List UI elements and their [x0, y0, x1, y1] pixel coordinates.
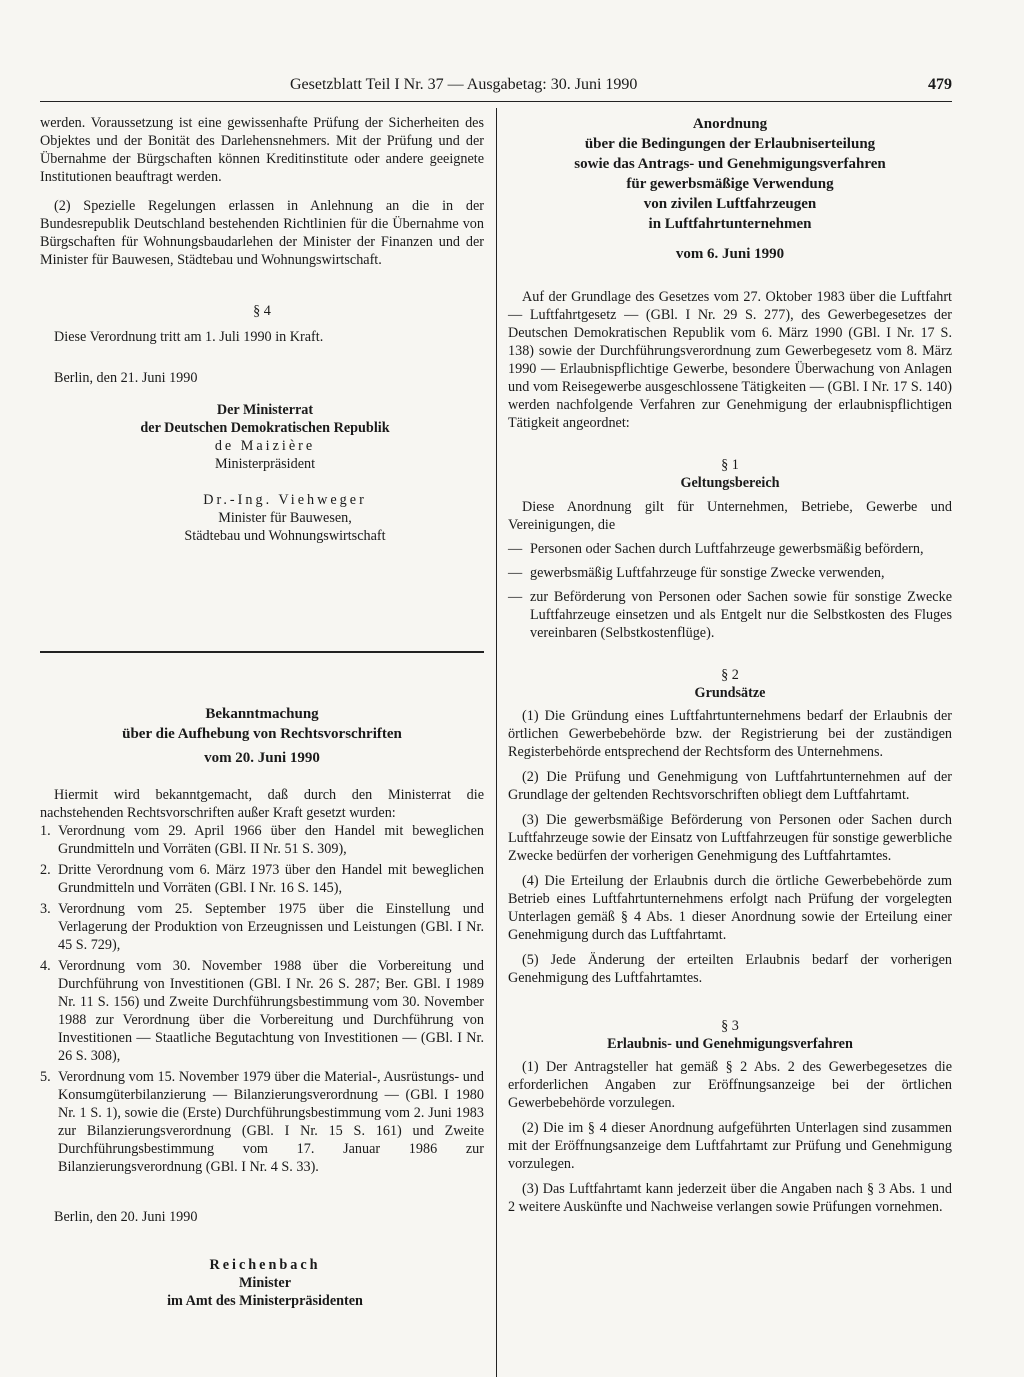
place-date: Berlin, den 21. Juni 1990 [54, 370, 198, 386]
header-rule [40, 101, 952, 102]
signer-role: Städtebau und Wohnungswirtschaft [184, 528, 386, 544]
list-item: — Personen oder Sachen durch Luftfahrzeuge gewerbsmäßig befördern, [508, 541, 924, 557]
preamble: Auf der Grundlage des Gesetzes vom 27. Oktober 1983 über die Luftfahrt — Luftfahrtgesetz — (GBl. I Nr. 29 S. 277), des Gewerbegesetzes der Deutschen Demokratischen Republik vom 6. März 1990 (GBl. I Nr. 17 S. 138) sowie der Durchführungsverordnung zum Gewerbegesetz vom 8. März 1990 — Erlaubnispflichtige Gewerbe, besondere Überwachung von Anlagen und vom Reisegewerbe ausgeschlossene Tätigkeiten — (GBl. I Nr. 17 S. 140) werden nachfolgende Verfahren zur Genehmigung der erlaubnispflichtigen Tätigkeit angeordnet: [508, 289, 952, 431]
section-title: Erlaubnis- und Genehmigungsverfahren [607, 1036, 853, 1052]
section-separator [40, 651, 484, 653]
left-column [40, 114, 484, 545]
paragraph: werden. Voraussetzung ist eine gewissenhafte Prüfung der Sicherheiten des Objektes und der Bonität des Darlehensnehmers. Mit der Prüfung und der Übernahme der Bürgschaften können Kreditinstitute oder andere geeignete Institutionen beauftragt werden. [40, 115, 484, 185]
list-item: 4. Verordnung vom 30. November 1988 über die Vorbereitung und Durchführung von Investitionen (GBl. I Nr. 26 S. 287; Ber. GBl. I 1989 Nr. 11 S. 156) und Zweite Durchführungsbestimmung vom 30. November 1988 zur Verordnung über die Vorbereitung und Durchführung von Investitionen — Staatliche Begutachtung von Investitionen — (GBl. I Nr. 26 S. 308), [40, 958, 484, 1064]
section-heading: § 3 [721, 1018, 739, 1034]
paragraph: (2) Die im § 4 dieser Anordnung aufgeführten Unterlagen sind zusammen mit der Eröffnungsanzeige dem Luftfahrtamt zur Prüfung und Genehmigung vorzulegen. [508, 1120, 952, 1172]
list-item: 2. Dritte Verordnung vom 6. März 1973 über den Handel mit beweglichen Grundmitteln und Vorräten (GBl. I Nr. 16 S. 145), [40, 862, 484, 896]
page-number: 479 [928, 76, 952, 93]
paragraph: Diese Verordnung tritt am 1. Juli 1990 in Kraft. [54, 329, 324, 345]
paragraph: (5) Jede Änderung der erteilten Erlaubnis bedarf der vorherigen Genehmigung des Luftfahrtamtes. [508, 952, 952, 986]
signer-role: Ministerpräsident [214, 456, 316, 472]
decree-title: für gewerbsmäßige Verwendung [626, 176, 834, 192]
section-heading: § 1 [721, 457, 739, 473]
signer-org: Der Ministerrat [216, 402, 314, 418]
decree-title: von zivilen Luftfahrzeugen [643, 196, 817, 212]
place-date: Berlin, den 20. Juni 1990 [54, 1209, 198, 1225]
signature-block [80, 401, 450, 545]
paragraph: (2) Spezielle Regelungen erlassen in Anlehnung an die in der Bundesrepublik Deutschland bestehenden Richtlinien für die Übernahme von Bürgschaften für Wohnungsbaudarlehen der Minister der Finanzen und der Minister für Bauwesen, Städtebau und Wohnungswirtschaft. [40, 198, 484, 268]
paragraph: (3) Das Luftfahrtamt kann jederzeit über die Angaben nach § 3 Abs. 1 und 2 weitere Auskünfte und Nachweise verlangen sowie Prüfungen vornehmen. [508, 1181, 952, 1215]
signer-role: im Amt des Ministerpräsidenten [167, 1293, 363, 1309]
paragraph: (1) Der Antragsteller hat gemäß § 2 Abs. 2 des Gewerbegesetzes die erforderlichen Angaben zur Eröffnungsanzeige bei der örtlichen Gewerbebehörde vorzulegen. [508, 1059, 952, 1111]
paragraph: Diese Anordnung gilt für Unternehmen, Betriebe, Gewerbe und Vereinigungen, die [508, 499, 952, 533]
paragraph: (4) Die Erteilung der Erlaubnis durch die örtliche Gewerbebehörde zum Betrieb eines Luftfahrtunternehmens erfolgt nach Prüfung der vorgelegten Unterlagen gemäß § 4 Abs. 1 dieser Anordnung sowie der Erteilung einer Genehmigung durch das Luftfahrtamt. [508, 873, 952, 943]
notice-intro: Hiermit wird bekanntgemacht, daß durch den Ministerrat die nachstehenden Rechtsvorschriften außer Kraft gesetzt wurden: [40, 787, 484, 821]
gazette-title: Gesetzblatt Teil I Nr. 37 — Ausgabetag: 30. Juni 1990 [290, 76, 638, 93]
list-item: — gewerbsmäßig Luftfahrzeuge für sonstige Zwecke verwenden, [508, 565, 885, 581]
notice-date: vom 20. Juni 1990 [204, 750, 320, 766]
list-item: 1. Verordnung vom 29. April 1966 über den Handel mit beweglichen Grundmitteln und Vorräten (GBl. II Nr. 51 S. 309), [40, 823, 484, 857]
list-item: — zur Beförderung von Personen oder Sachen sowie für sonstige Zwecke Luftfahrzeuge einsetzen und als Entgelt nur die Selbstkosten des Fluges vereinbaren (Selbstkostenflüge). [508, 589, 952, 641]
notice-title: über die Aufhebung von Rechtsvorschriften [122, 726, 402, 742]
section-title: Grundsätze [694, 685, 766, 701]
decree-title: über die Bedingungen der Erlaubniserteilung [584, 136, 876, 152]
signer-org: der Deutschen Demokratischen Republik [140, 420, 390, 436]
paragraph: (1) Die Gründung eines Luftfahrtunternehmens bedarf der Erlaubnis der örtlichen Gewerbebehörde bzw. der Registrierung bei der zuständigen Registerbehörde entsprechend der Rechtsform des Unternehmens. [508, 708, 952, 760]
notice-column [40, 704, 484, 1310]
signature-block [80, 1256, 450, 1310]
signer-name: Dr.-Ing. Viehweger [203, 492, 367, 508]
decree-title: in Luftfahrtunternehmen [648, 216, 812, 232]
signer-role: Minister [238, 1275, 291, 1291]
section-heading: § 4 [253, 303, 271, 319]
section-heading: § 2 [721, 667, 739, 683]
paragraph: (3) Die gewerbsmäßige Beförderung von Personen oder Sachen durch Luftfahrzeuge sowie der Einsatz von Luftfahrzeugen für sonstige gewerbliche Zwecke bedürfen der vorherigen Genehmigung des Luftfahrtamtes. [508, 812, 952, 864]
list-item: 3. Verordnung vom 25. September 1975 über die Einstellung und Verlagerung der Produktion von Erzeugnissen und Leistungen (GBl. I Nr. 45 S. 729), [40, 901, 484, 953]
column-divider [496, 108, 497, 1377]
decree-date: vom 6. Juni 1990 [675, 246, 785, 262]
notice-title: Bekanntmachung [205, 706, 319, 722]
repealed-list [40, 822, 484, 1176]
right-column [508, 114, 952, 1216]
decree-title: sowie das Antrags- und Genehmigungsverfahren [574, 156, 886, 172]
signer-name: de Maizière [214, 438, 316, 454]
list-item: 5. Verordnung vom 15. November 1979 über die Material-, Ausrüstungs- und Konsumgüterbilanzierung — Bilanzierungsverordnung — (GBl. I 1980 Nr. 1 S. 1), sowie die (Erste) Durchführungsbestimmung vom 2. Juni 1983 zur Bilanzierungsverordnung (GBl. I Nr. 15 S. 161) und Zweite Durchführungsbestimmung vom 17. Januar 1986 zur Bilanzierungsverordnung (GBl. I Nr. 4 S. 33). [40, 1069, 484, 1175]
section-title: Geltungsbereich [680, 475, 780, 491]
paragraph: (2) Die Prüfung und Genehmigung von Luftfahrtunternehmen auf der Grundlage der geltenden Rechtsvorschriften obliegt dem Luftfahrtamt. [508, 769, 952, 803]
signer-name: Reichenbach [209, 1257, 321, 1273]
page-header [40, 76, 952, 98]
signer-role: Minister für Bauwesen, [218, 510, 352, 526]
decree-title: Anordnung [692, 116, 768, 132]
